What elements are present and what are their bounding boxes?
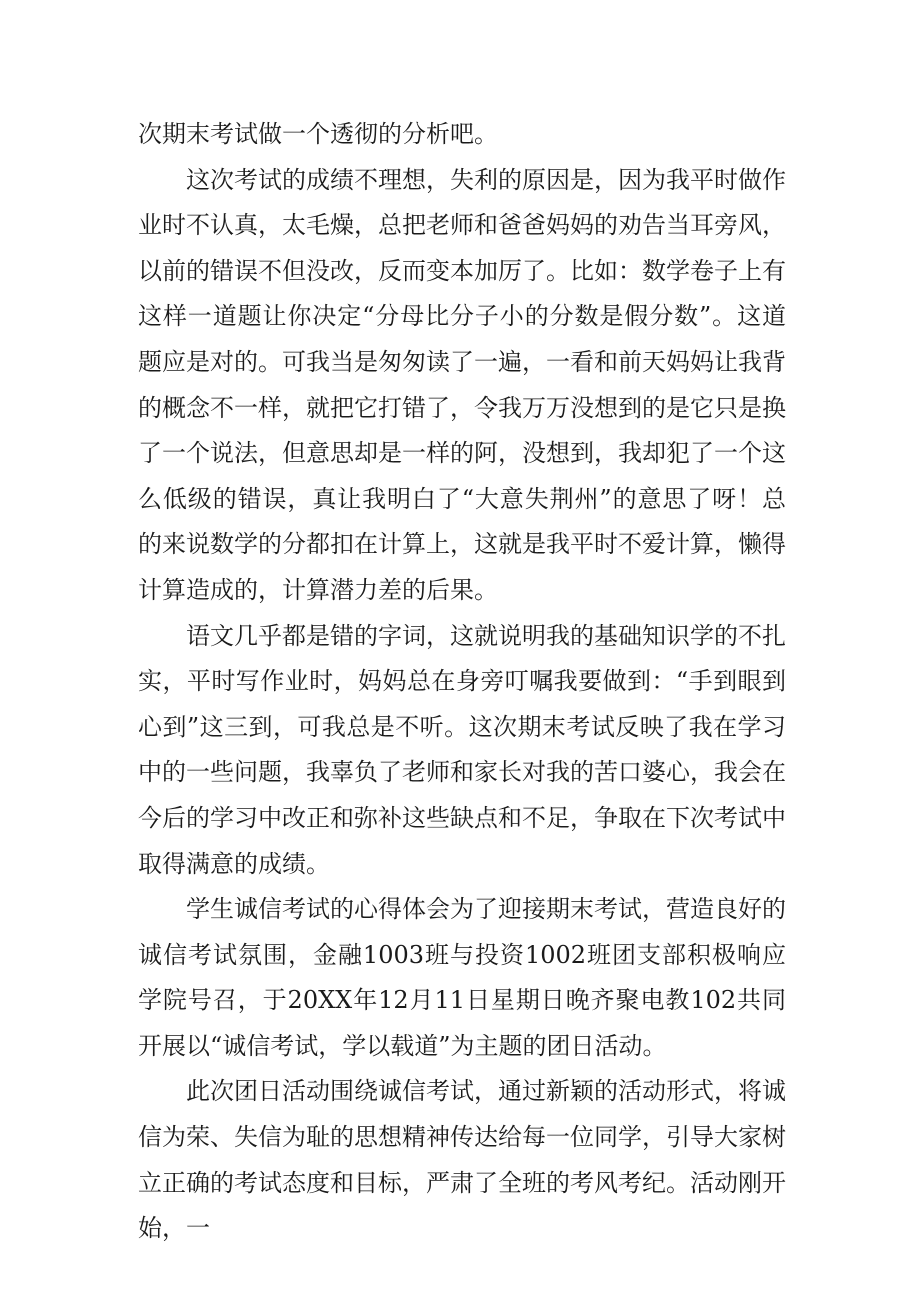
paragraph-activity-description: 此次团日活动围绕诚信考试，通过新颖的活动形式，将诚信为荣、失信为耻的思想精神传达给每一位同学，引导大家树立正确的考试态度和目标，严肃了全班的考风考纪。活动刚开始，一 (138, 1077, 786, 1243)
paragraph-continuation: 次期末考试做一个透彻的分析吧。 (138, 120, 498, 148)
paragraph-integrity-exam-event: 学生诚信考试的心得体会为了迎接期末考试，营造良好的诚信考试氛围，金融1003班与投资1002班团支部积极响应学院号召，于20XX年12月11日星期日晚齐聚电教102共同开展以“诚信考试，学以载道”为主题的团日活动。 (138, 895, 786, 1060)
paragraph-chinese-mistakes: 语文几乎都是错的字词，这就说明我的基础知识学的不扎实，平时写作业时，妈妈总在身旁叮嘱我要做到：“手到眼到心到”这三到，可我总是不听。这次期末考试反映了我在学习中的一些问题，我辜负了老师和家长对我的苦口婆心，我会在今后的学习中改正和弥补这些缺点和不足，争取在下次考试中取得满意的成绩。 (138, 621, 786, 878)
paragraph-exam-failure-reasons: 这次考试的成绩不理想，失利的原因是，因为我平时做作业时不认真，太毛燥，总把老师和爸爸妈妈的劝告当耳旁风，以前的错误不但没改，反而变本加厉了。比如：数学卷子上有这样一道题让你决定“分母比分子小的分数是假分数”。这道题应是对的。可我当是匆匆读了一遍，一看和前天妈妈让我背的概念不一样，就把它打错了，令我万万没想到的是它只是换了一个说法，但意思却是一样的阿，没想到，我却犯了一个这么低级的错误，真让我明白了“大意失荆州”的意思了呀！总的来说数学的分都扣在计算上，这就是我平时不爱计算，懒得计算造成的，计算潜力差的后果。 (138, 165, 786, 604)
document-body (138, 112, 786, 1252)
